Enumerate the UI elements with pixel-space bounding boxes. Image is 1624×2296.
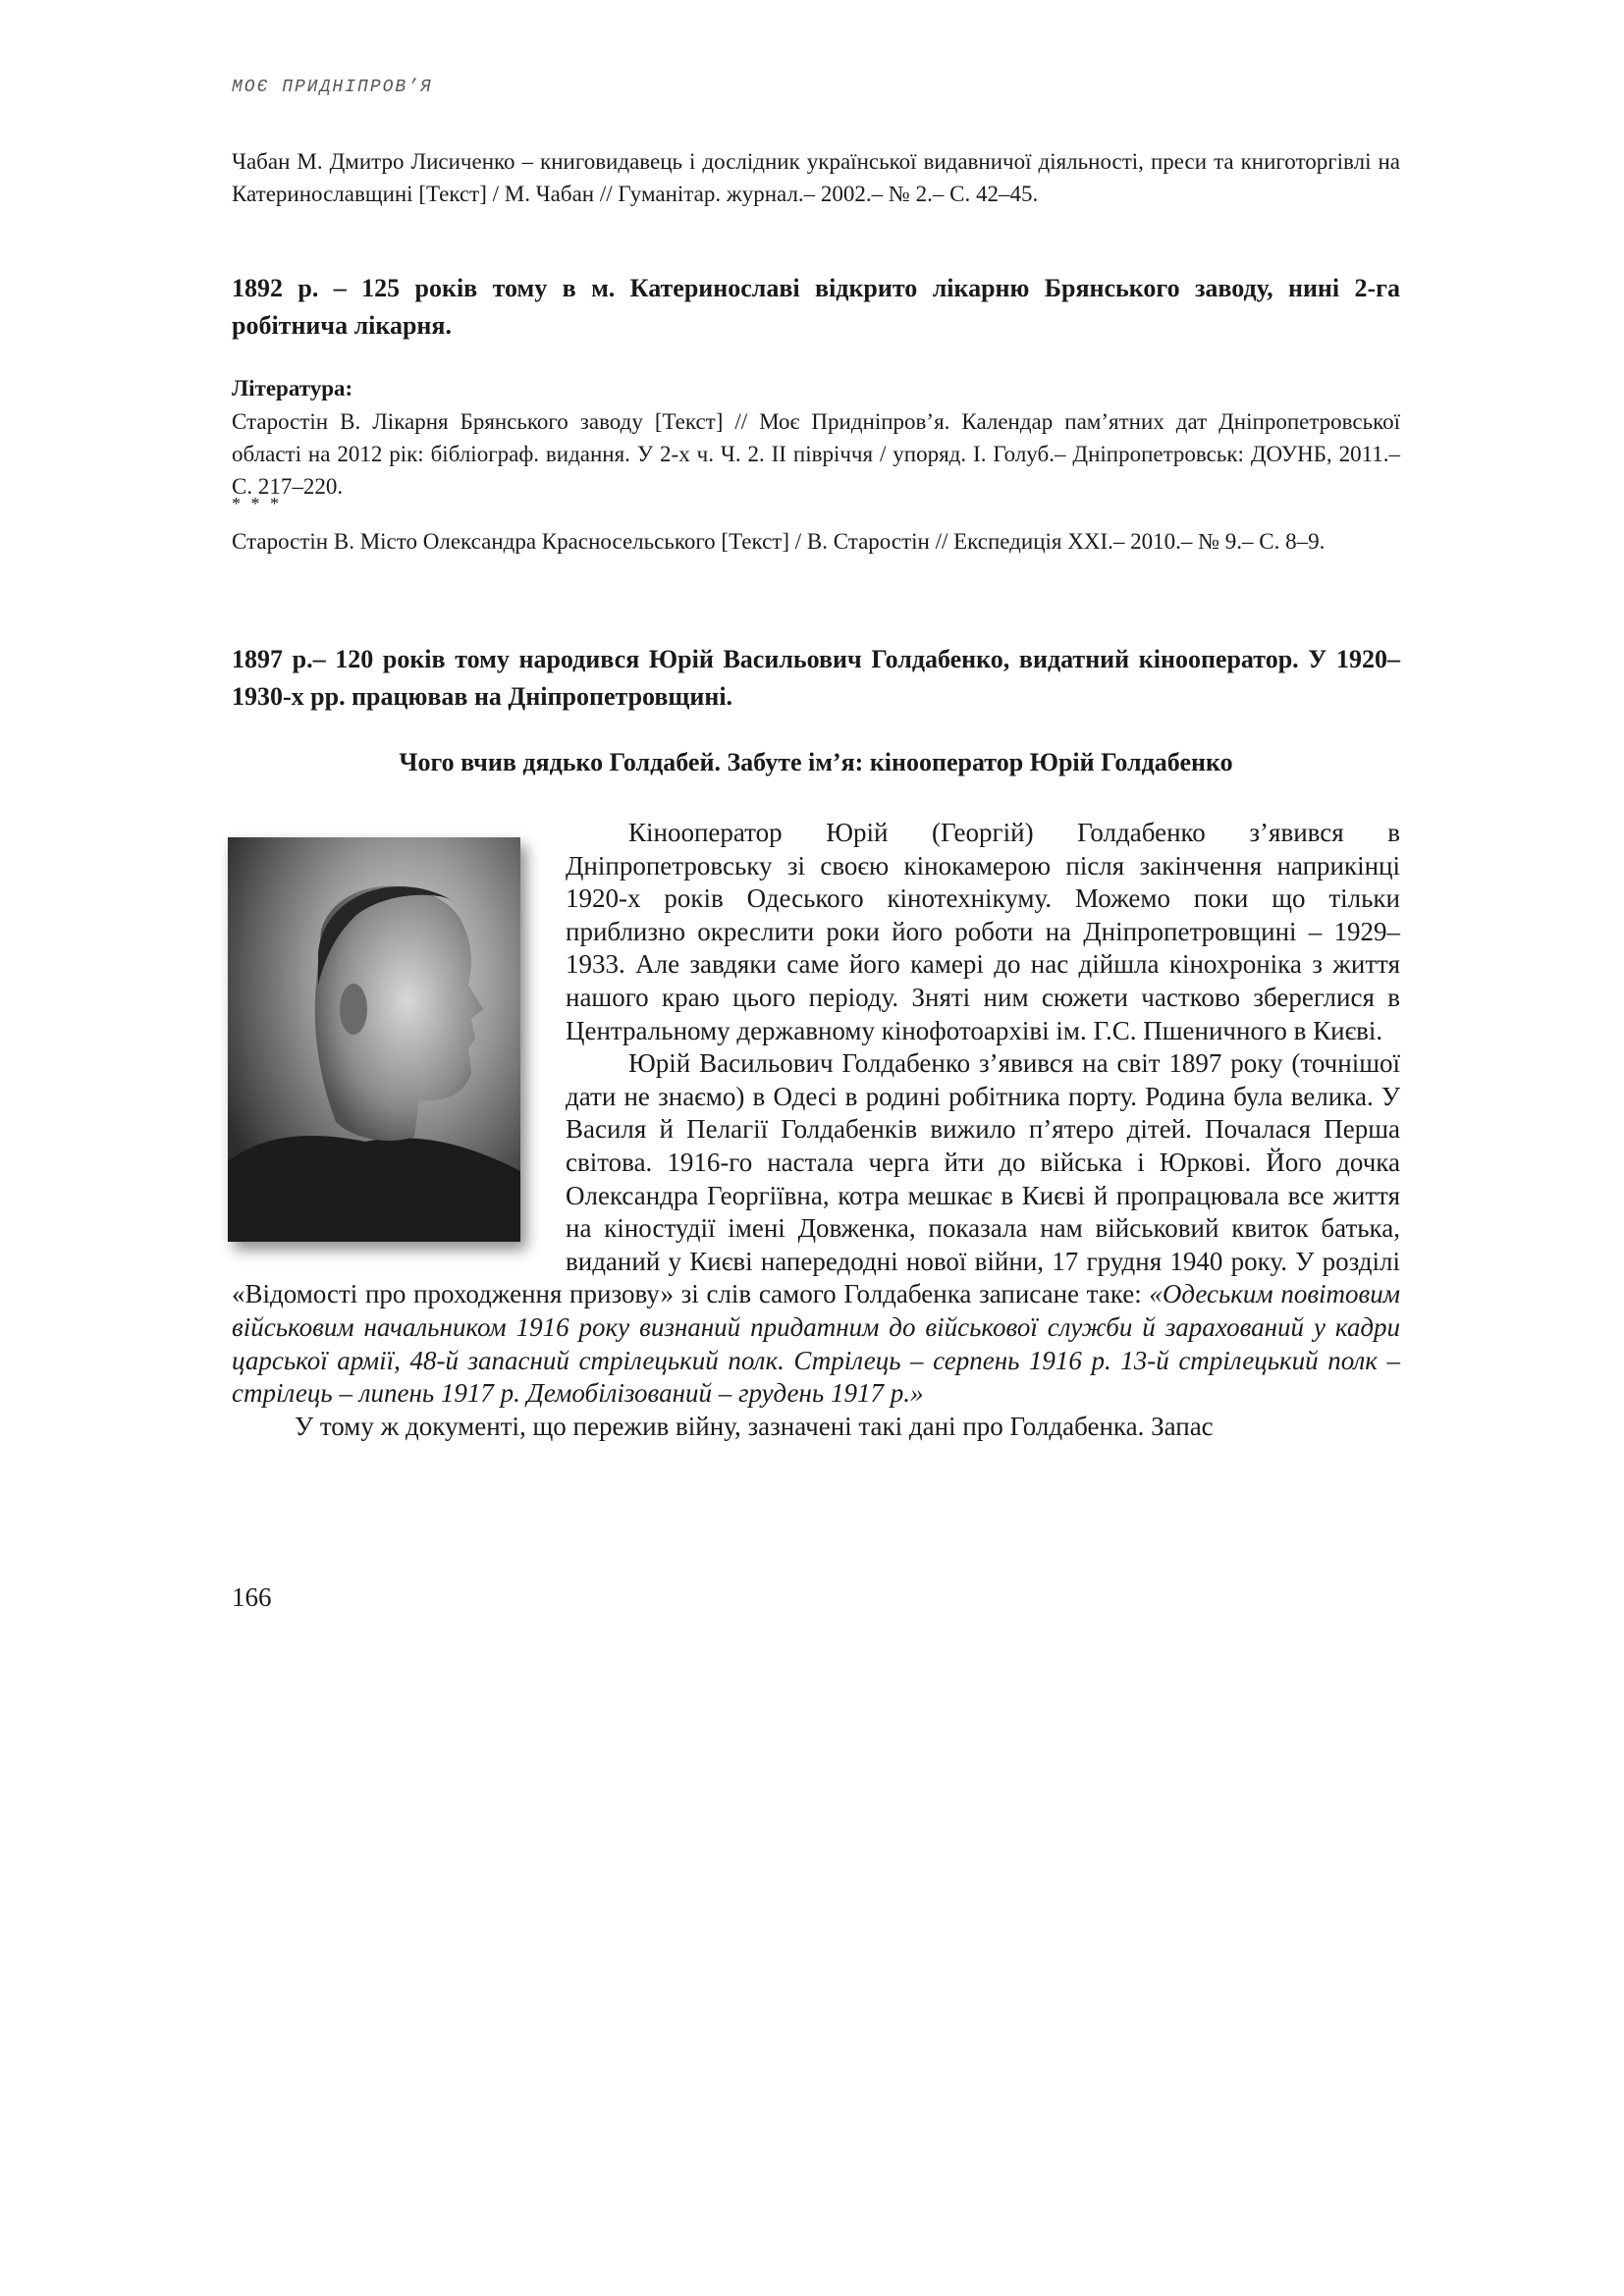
military-record-quote: «Одеським повітовим військовим начальником 1916 року визнаний придатним до військової служби й зарахований у кадри царської армії, 48-й запасний стрілецький полк. Стрілець – серпень 1916 р. 13-й стрілецький полк – стрілець – липень 1917 р. Демобілізований – грудень 1917 р.» [232, 1279, 1400, 1409]
literature-label: Література: [232, 376, 353, 400]
reference-intro: Чабан М. Дмитро Лисиченко – книговидавець і дослідник української видавничої діяльності, преси та книготоргівлі на Катеринославщині [Текст] / М. Чабан // Гуманітар. журнал.– 2002.– № 2.– С. 42–45. [232, 149, 1400, 206]
photo-spacer [232, 817, 566, 1278]
reference-2: Старостін В. Місто Олександра Красносельського [Текст] / В. Старостін // Експедиція ХХІ.– 2010.– № 9.– С. 8–9. [232, 529, 1326, 554]
running-title: МОЄ ПРИДНІПРОВ’Я [232, 78, 433, 97]
separator: * * * [232, 494, 282, 513]
article-paragraph-1: Кінооператор Юрій (Георгій) Голдабенко з’явився в Дніпропетровську зі своєю кінокамерою після закінчення наприкінці 1920-х років Одеського кінотехнікуму. Можемо поки що тільки приблизно окреслити роки його роботи на Дніпропетровщині – 1929–1933. Але завдяки саме його камері до нас дійшла кінохроніка з життя нашого краю цього періоду. Зняті ним сюжети частково збереглися в Центральному державному кінофотоархіві ім. Г.С. Пшеничного в Києві. [566, 818, 1400, 1045]
article-paragraph-2-text: Юрій Васильович Голдабенко з’явився на світ 1897 року (точнішої дати не знаємо) в Одесі в родині робітника порту. Родина була велика. У Василя й Пелагії Голдабенків вижило п’ятеро дітей. Почалася Перша світова. 1916-го настала черга йти до війська і Юркові. Його дочка Олександра Георгіївна, котра мешкає в Києві й пропрацювала все життя на кіностудії імені Довженка, показала нам військовий квиток батька, виданий у Києві напередодні нової війни, 17 грудня 1940 року. У розділі «Відомості про проходження призову» зі слів самого Голдабенка записане таке: [232, 1048, 1400, 1309]
reference-1: Старостін В. Лікарня Брянського заводу [Текст] // Моє Придніпров’я. Календар пам’ятних дат Дніпропетровської області на 2012 рік: бібліограф. видання. У 2-х ч. Ч. 2. ІІ півріччя / упоряд. І. Голуб.– Дніпропетровськ: ДОУНБ, 2011.– С. 217–220. [232, 409, 1400, 499]
article-paragraph-3: У тому ж документі, що пережив війну, зазначені такі дані про Голдабенка. Запас [295, 1411, 1214, 1441]
section1-heading: 1892 р. – 125 років тому в м. Катеринославі відкрито лікарню Брянського заводу, нині 2-га робітнича лікарня. [232, 274, 1400, 340]
page-number: 166 [232, 1582, 272, 1612]
section2-heading: 1897 р.– 120 років тому народився Юрій Васильович Голдабенко, видатний кінооператор. У 1920–1930-х рр. працював на Дніпропетровщині. [232, 645, 1400, 711]
article-subheading: Чого вчив дядько Голдабей. Забуте ім’я: кінооператор Юрій Голдабенко [399, 748, 1233, 776]
article-body [232, 817, 1400, 1443]
